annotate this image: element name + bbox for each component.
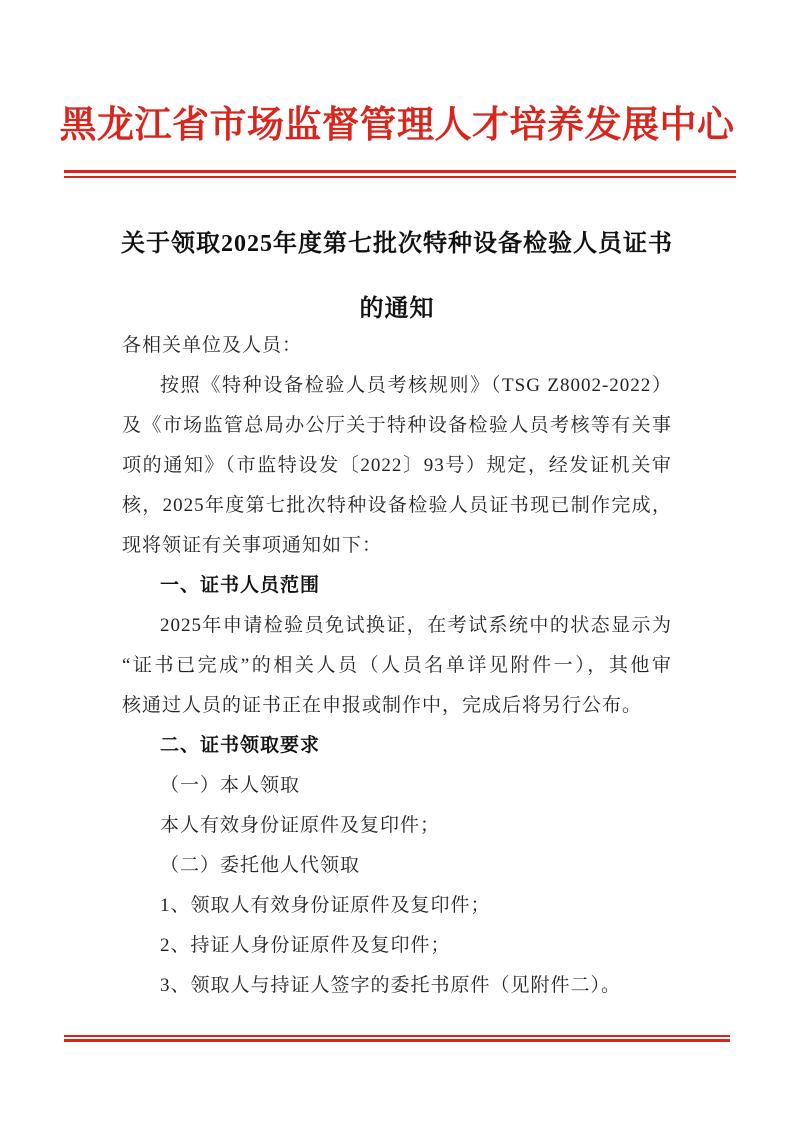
body-line: （二）委托他人代领取 bbox=[160, 855, 361, 876]
body-line-salutation: 各相关单位及人员： bbox=[122, 335, 303, 356]
notice-title-line1: 关于领取2025年度第七批次特种设备检验人员证书 bbox=[121, 231, 673, 257]
letterhead-org-name: 黑龙江省市场监督管理人才培养发展中心 bbox=[59, 105, 735, 146]
footer-divider-thin-line bbox=[64, 1035, 730, 1037]
body-line: “证书已完成”的相关人员（人员名单详见附件一），其他审 bbox=[122, 655, 672, 676]
footer-divider bbox=[64, 1035, 730, 1042]
body-line: 及《市场监管总局办公厅关于特种设备检验人员考核等有关事 bbox=[122, 415, 672, 436]
body-line: 本人有效身份证原件及复印件； bbox=[160, 815, 441, 836]
notice-title bbox=[60, 212, 734, 342]
body-line: 现将领证有关事项通知如下： bbox=[122, 535, 383, 556]
body-line: 按照《特种设备检验人员考核规则》（TSG Z8002-2022） bbox=[160, 375, 672, 396]
body-line: 核通过人员的证书正在申报或制作中，完成后将另行公布。 bbox=[122, 695, 643, 716]
section-heading-2: 二、证书领取要求 bbox=[160, 735, 321, 756]
body-line: 项的通知》（市监特设发〔2022〕93号）规定，经发证机关审 bbox=[122, 455, 672, 476]
header-divider-thin-line bbox=[64, 176, 736, 178]
body-line: 2、持证人身份证原件及复印件； bbox=[160, 935, 451, 956]
notice-title-line2: 的通知 bbox=[359, 296, 435, 322]
header-divider bbox=[64, 170, 736, 178]
body-line: （一）本人领取 bbox=[160, 775, 301, 796]
header-divider-thick-line bbox=[64, 170, 736, 173]
body-line: 3、领取人与持证人签字的委托书原件（见附件二）。 bbox=[160, 975, 622, 996]
body-line: 1、领取人有效身份证原件及复印件； bbox=[160, 895, 491, 916]
footer-divider-thick-line bbox=[64, 1039, 730, 1042]
body-line: 2025年申请检验员免试换证，在考试系统中的状态显示为 bbox=[160, 615, 672, 636]
body-line: 核，2025年度第七批次特种设备检验人员证书现已制作完成， bbox=[122, 495, 672, 516]
body-text bbox=[122, 326, 672, 1006]
section-heading-1: 一、证书人员范围 bbox=[160, 575, 321, 596]
